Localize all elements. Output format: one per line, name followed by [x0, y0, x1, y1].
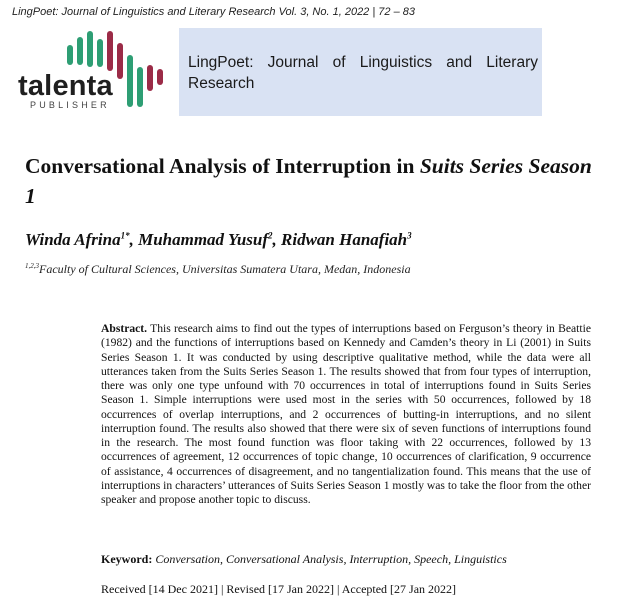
author-list: [25, 230, 412, 250]
paper-title: [25, 151, 600, 211]
author-name: Muhammad Yusuf: [138, 230, 269, 249]
abstract: [101, 322, 591, 507]
author-affiliation-mark: 3: [407, 230, 412, 241]
logo-wordmark: talenta: [18, 70, 113, 102]
abstract-label: Abstract.: [101, 322, 148, 335]
paper-title-italic: Suits Series Season 1: [25, 154, 592, 208]
author-affiliation-mark: 1*: [120, 230, 130, 241]
keywords-text: Conversation, Conversational Analysis, Interruption, Speech, Linguistics: [155, 552, 507, 566]
abstract-text: This research aims to find out the types of interruptions based on Ferguson’s theory in Beattie (1982) and the functions of interruptions based on Kennedy and Camden’s theory in Li (2001) in Suits Series Season 1. It was conducted by using descriptive qualitative method, while the data were all utterances taken from the Suits Series Season 1. The results showed that from four types of interruption, there was only one type unfound with 70 occurrences in total of interruptions found in Suits Series Season 1. Simple interruptions were used most in the series with 50 occurrences, followed by 18 occurrences of overlap interruptions, and 2 occurrences of butting-in interruptions, and no silent interruption found. The results also showed that there were six of seven functions of interruptions found in the research. The most found function was floor taking with 22 occurrences, followed by 13 occurrences of agreement, 12 occurrences of topic change, 10 occurrences of clarification, 9 occurrence of assistance, 4 occurrences of disagreement, and no tangentialization found. This means that the use of interruptions in characters’ utterances of Suits Series Season 1 mostly was to take the floor from the other speaker and propose another topic to discuss.: [101, 322, 591, 506]
affiliation-text: Faculty of Cultural Sciences, Universitas Sumatera Utara, Medan, Indonesia: [39, 262, 411, 276]
journal-name: LingPoet: Journal of Linguistics and Literary Research: [188, 54, 538, 92]
author-name: Winda Afrina: [25, 230, 121, 249]
paper-title-main: Conversational Analysis of Interruption in: [25, 154, 420, 178]
affiliation-mark: 1,2,3: [25, 262, 39, 270]
author-name: Ridwan Hanafiah: [281, 230, 408, 249]
keywords-label: Keyword:: [101, 552, 153, 566]
keywords: [101, 552, 591, 567]
running-header: LingPoet: Journal of Linguistics and Literary Research Vol. 3, No. 1, 2022 | 72 – 83: [12, 6, 415, 18]
logo-subtitle: PUBLISHER: [30, 100, 110, 110]
author-affiliation-mark: 2: [268, 230, 273, 241]
affiliation: [25, 262, 411, 277]
author-separator: ,: [129, 230, 139, 249]
submission-dates: Received [14 Dec 2021] | Revised [17 Jan 2022] | Accepted [27 Jan 2022]: [101, 582, 457, 596]
author-separator: ,: [272, 230, 282, 249]
journal-name-box: [179, 28, 542, 116]
